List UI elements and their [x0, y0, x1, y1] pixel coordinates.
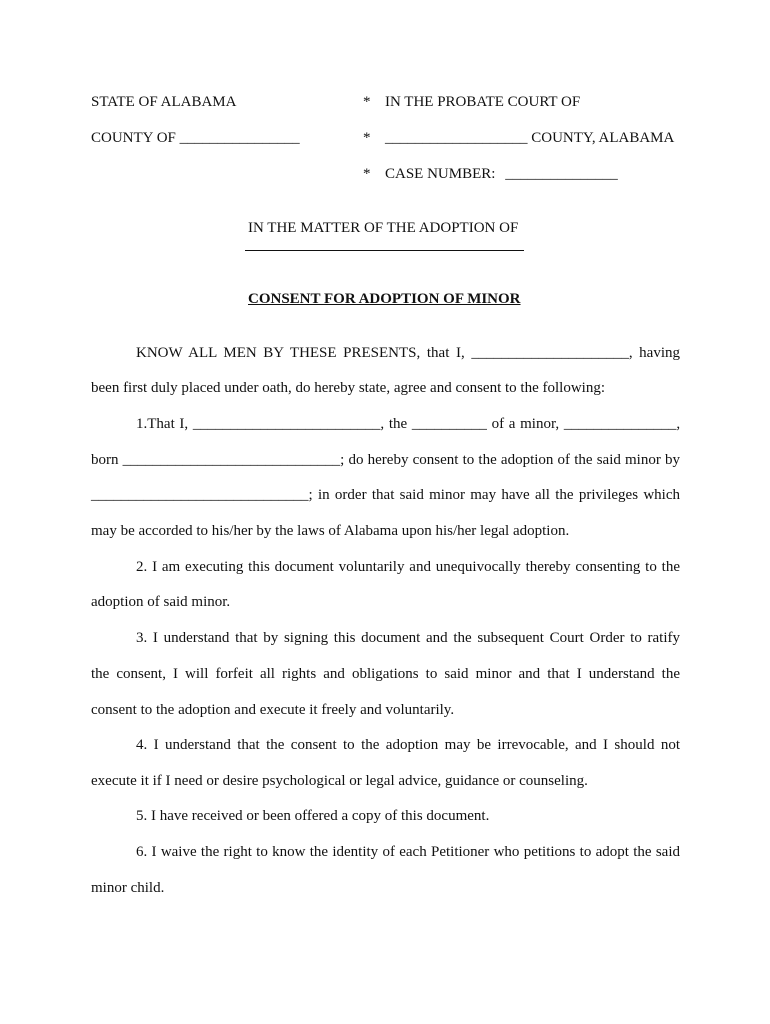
- para1-text-b: , the: [380, 416, 408, 432]
- matter-heading: IN THE MATTER OF THE ADOPTION OF: [248, 220, 519, 236]
- intro-text-a: KNOW ALL MEN BY THESE PRESENTS, that I,: [136, 345, 465, 361]
- county-label: COUNTY OF: [91, 130, 176, 146]
- para1-line-2: [91, 450, 680, 470]
- county-court-row: [385, 128, 674, 148]
- consenter-name-blank: _________________________: [192, 416, 381, 432]
- para3-line-3: consent to the adoption and execute it freely and voluntarily.: [91, 702, 455, 718]
- para3-line-2: the consent, I will forfeit all rights and obligations to said minor and that I understand the: [91, 666, 680, 682]
- para1-line-1: [91, 414, 680, 434]
- petitioner-blank: _____________________________: [91, 487, 309, 503]
- county-row: [91, 128, 300, 148]
- county-blank: ________________: [179, 130, 300, 146]
- case-number-blank: _______________: [505, 166, 618, 182]
- para5-line-1: 5. I have received or been offered a copy of this document.: [136, 808, 490, 824]
- minor-name-blank: _______________: [563, 416, 677, 432]
- para1-text-c: of a minor,: [491, 416, 560, 432]
- document-title: CONSENT FOR ADOPTION OF MINOR: [248, 291, 521, 307]
- para1-text-e: ; do hereby consent to the adoption of the said minor by: [340, 452, 681, 468]
- birth-date-blank: _____________________________: [122, 452, 341, 468]
- para1-line-4: may be accorded to his/her by the laws of Alabama upon his/her legal adoption.: [91, 523, 570, 539]
- state-label: STATE OF ALABAMA: [91, 94, 237, 110]
- para4-line-1: 4. I understand that the consent to the adoption may be irrevocable, and I should not: [136, 737, 680, 753]
- relationship-blank: __________: [411, 416, 487, 432]
- intro-line-2: been first duly placed under oath, do hereby state, agree and consent to the following:: [91, 380, 605, 396]
- para1-text-d: ,: [676, 416, 681, 432]
- para1-text-a: 1.That I,: [136, 416, 189, 432]
- intro-line-1: [91, 343, 680, 363]
- para2-line-1: 2. I am executing this document voluntarily and unequivocally thereby consenting to the: [136, 559, 680, 575]
- para1-text-f: ; in order that said minor may have all the privileges which: [308, 487, 680, 503]
- separator-star-2: *: [363, 130, 371, 146]
- court-label: IN THE PROBATE COURT OF: [385, 94, 581, 110]
- para1-line-3: [91, 485, 680, 505]
- county-court-blank: ___________________: [385, 130, 528, 146]
- separator-star-3: *: [363, 166, 371, 182]
- separator-star-1: *: [363, 94, 371, 110]
- para3-line-1: 3. I understand that by signing this document and the subsequent Court Order to ratify: [136, 630, 680, 646]
- para6-line-1: 6. I waive the right to know the identity of each Petitioner who petitions to adopt the said: [136, 844, 680, 860]
- county-court-text: COUNTY, ALABAMA: [531, 130, 675, 146]
- para1-born-label: born: [91, 452, 119, 468]
- matter-name-line: [245, 250, 524, 251]
- para6-line-2: minor child.: [91, 880, 165, 896]
- case-number-row: [385, 164, 618, 184]
- intro-text-b: , having: [628, 345, 681, 361]
- para2-line-2: adoption of said minor.: [91, 594, 231, 610]
- case-number-label: CASE NUMBER:: [385, 166, 496, 182]
- para4-line-2: execute it if I need or desire psychological or legal advice, guidance or counseling.: [91, 773, 588, 789]
- declarant-name-blank: _____________________: [471, 345, 629, 361]
